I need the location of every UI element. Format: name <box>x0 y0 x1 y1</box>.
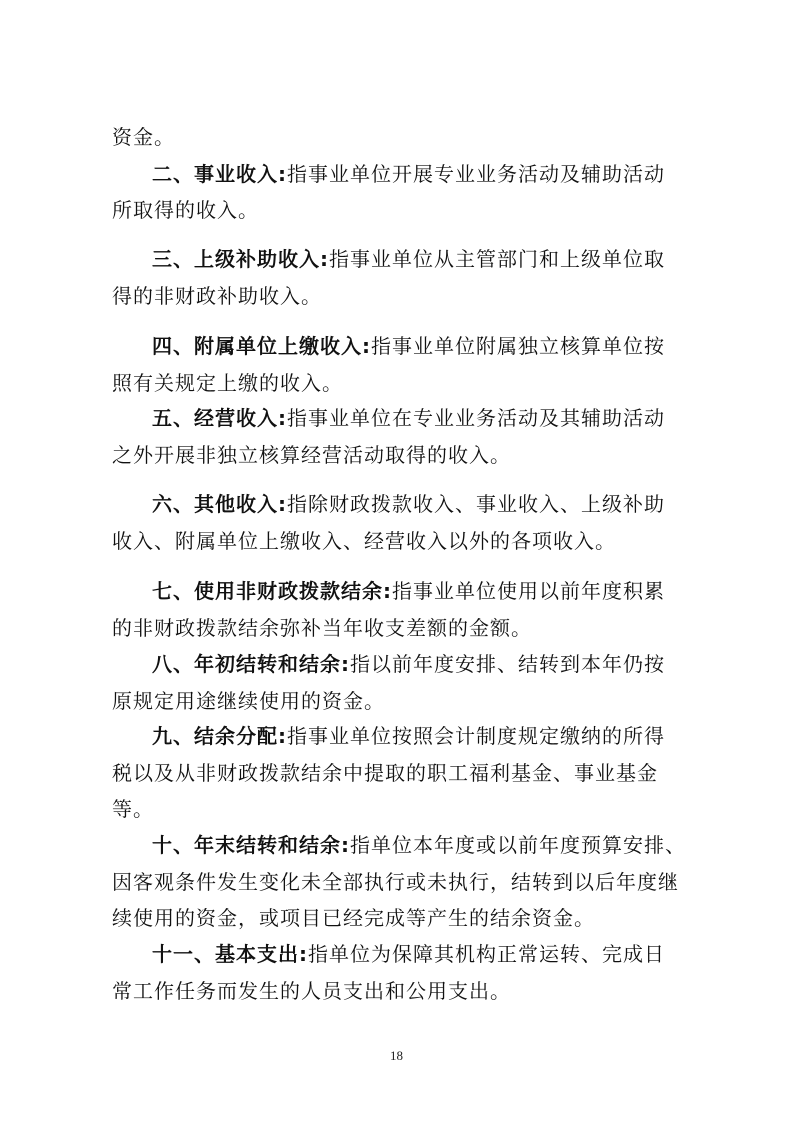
definition-term: 五、经营收入: <box>152 406 287 430</box>
definition-text: 指单位为保障其机构正常运转、完成日 <box>308 942 665 966</box>
definition-text: 指事业单位从主管部门和上级单位取 <box>329 247 665 271</box>
definition-text: 指事业单位使用以前年度积累 <box>392 579 665 603</box>
definition-text: 常工作任务而发生的人员支出和公用支出。 <box>112 979 511 1003</box>
definition-line <box>152 401 665 435</box>
continuation-line <box>112 120 175 154</box>
definition-term: 六、其他收入: <box>152 492 287 516</box>
definition-text: 指单位本年度或以前年度预算安排、 <box>350 833 686 857</box>
definition-text: 指除财政拨款收入、事业收入、上级补助 <box>287 492 665 516</box>
page-number: 18 <box>390 1048 403 1063</box>
definition-text: 等。 <box>112 797 154 821</box>
continuation-line <box>112 974 511 1008</box>
definition-line <box>152 828 686 862</box>
definition-text: 指事业单位开展专业业务活动及辅助活动 <box>287 162 665 186</box>
definition-line <box>152 647 665 681</box>
continuation-line <box>112 611 532 645</box>
continuation-line <box>112 684 385 718</box>
continuation-line <box>112 792 154 826</box>
definition-text: 原规定用途继续使用的资金。 <box>112 689 385 713</box>
definition-line <box>152 487 665 521</box>
continuation-line <box>112 901 595 935</box>
definition-line <box>152 329 665 363</box>
definition-term: 二、事业收入: <box>152 162 287 186</box>
definition-text: 续使用的资金，或项目已经完成等产生的结余资金。 <box>112 906 595 930</box>
definition-text: 指事业单位按照会计制度规定缴纳的所得 <box>287 724 665 748</box>
continuation-line <box>112 366 343 400</box>
definition-text: 指以前年度安排、结转到本年仍按 <box>350 652 665 676</box>
definition-text: 的非财政拨款结余弥补当年收支差额的金额。 <box>112 616 532 640</box>
definition-text: 之外开展非独立核算经营活动取得的收入。 <box>112 443 511 467</box>
definition-term: 七、使用非财政拨款结余: <box>152 579 392 603</box>
definition-line <box>152 242 665 276</box>
definition-text: 收入、附属单位上缴收入、经营收入以外的各项收入。 <box>112 529 616 553</box>
definition-term: 四、附属单位上缴收入: <box>152 334 371 358</box>
definition-text: 指事业单位附属独立核算单位按 <box>371 334 665 358</box>
definition-line <box>152 719 665 753</box>
definition-text: 资金。 <box>112 125 175 149</box>
definition-term: 三、上级补助收入: <box>152 247 329 271</box>
continuation-line <box>112 865 679 899</box>
definition-line <box>152 937 665 971</box>
definition-text: 照有关规定上缴的收入。 <box>112 371 343 395</box>
definition-term: 十一、基本支出: <box>152 942 308 966</box>
definition-term: 十、年末结转和结余: <box>152 833 350 857</box>
definition-term: 九、结余分配: <box>152 724 287 748</box>
definition-text: 得的非财政补助收入。 <box>112 284 322 308</box>
definition-line <box>152 157 665 191</box>
definition-text: 指事业单位在专业业务活动及其辅助活动 <box>287 406 665 430</box>
definition-text: 因客观条件发生变化未全部执行或未执行，结转到以后年度继 <box>112 870 679 894</box>
continuation-line <box>112 193 259 227</box>
continuation-line <box>112 438 511 472</box>
definition-text: 所取得的收入。 <box>112 198 259 222</box>
definition-term: 八、年初结转和结余: <box>152 652 350 676</box>
continuation-line <box>112 279 322 313</box>
definition-text: 税以及从非财政拨款结余中提取的职工福利基金、事业基金 <box>112 761 658 785</box>
continuation-line <box>112 756 658 790</box>
definition-line <box>152 574 665 608</box>
continuation-line <box>112 524 616 558</box>
